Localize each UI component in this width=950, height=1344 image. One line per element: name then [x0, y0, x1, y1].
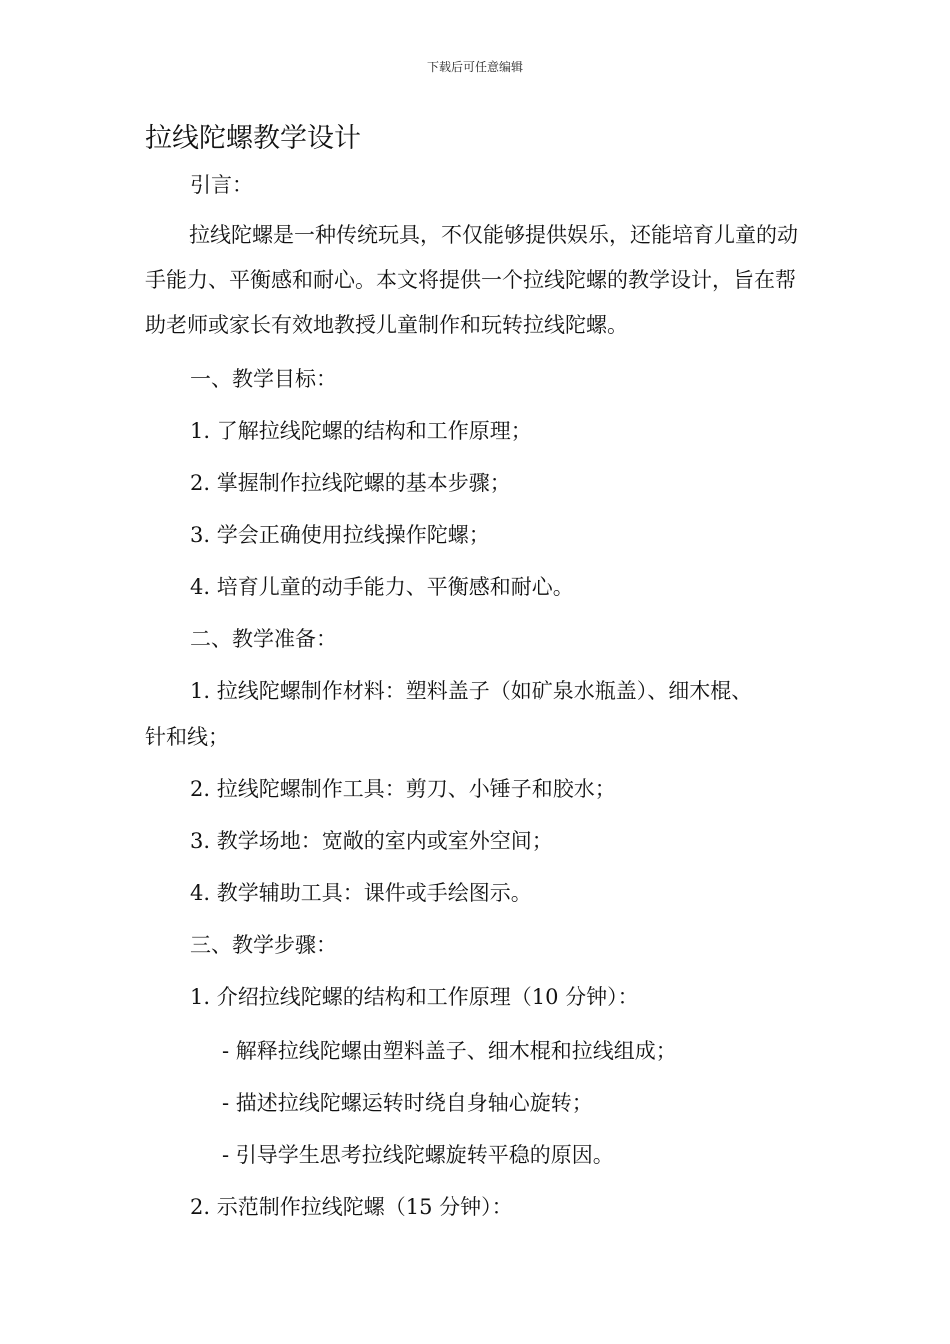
prep-item-2: 2. 拉线陀螺制作工具：剪刀、小锤子和胶水； — [190, 777, 616, 801]
step-1: 1. 介绍拉线陀螺的结构和工作原理（10 分钟）： — [190, 985, 639, 1009]
section-heading-preparation: 二、教学准备： — [190, 627, 337, 651]
document-title: 拉线陀螺教学设计 — [145, 123, 361, 154]
goal-item-2: 2. 掌握制作拉线陀螺的基本步骤； — [190, 471, 511, 495]
prep-item-1-line1: 1. 拉线陀螺制作材料：塑料盖子（如矿泉水瓶盖）、细木棍、 — [190, 679, 753, 703]
header-note: 下载后可任意编辑 — [426, 60, 523, 74]
step-1-point-1: - 解释拉线陀螺由塑料盖子、细木棍和拉线组成； — [222, 1039, 677, 1063]
intro-paragraph: 拉线陀螺是一种传统玩具，不仅能够提供娱乐，还能培育儿童的动手能力、平衡感和耐心。本文将提供一个拉线陀螺的教学设计，旨在帮助老师或家长有效地教授儿童制作和玩转拉线陀螺。 — [145, 223, 798, 337]
step-1-point-3: - 引导学生思考拉线陀螺旋转平稳的原因。 — [222, 1143, 614, 1167]
step-2: 2. 示范制作拉线陀螺（15 分钟）： — [190, 1195, 513, 1219]
goal-item-3: 3. 学会正确使用拉线操作陀螺； — [190, 523, 490, 547]
prep-item-1-line2: 针和线； — [145, 725, 229, 749]
prep-item-4: 4. 教学辅助工具：课件或手绘图示。 — [190, 881, 532, 905]
prep-item-3: 3. 教学场地：宽敞的室内或室外空间； — [190, 829, 553, 853]
step-1-point-2: - 描述拉线陀螺运转时绕自身轴心旋转； — [222, 1091, 593, 1115]
section-heading-goals: 一、教学目标： — [190, 367, 337, 391]
goal-item-1: 1. 了解拉线陀螺的结构和工作原理； — [190, 419, 532, 443]
intro-label: 引言： — [190, 173, 253, 197]
goal-item-4: 4. 培育儿童的动手能力、平衡感和耐心。 — [190, 575, 574, 599]
section-heading-steps: 三、教学步骤： — [190, 933, 337, 957]
